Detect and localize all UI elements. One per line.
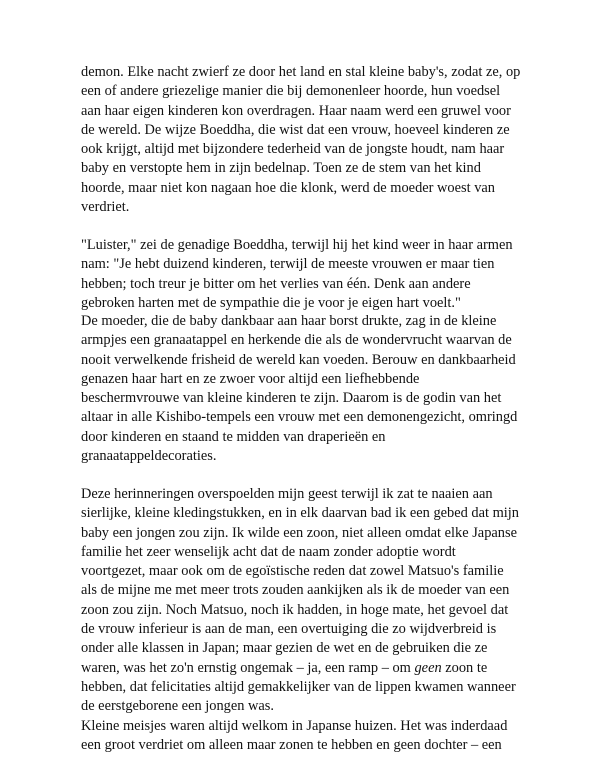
text-line: armpjes een granaatappel en herkende die als de wondervrucht waarvan de xyxy=(81,332,512,349)
text-line: altaar in alle Kishibo-tempels een vrouw met een demonengezicht, omringd xyxy=(81,409,518,426)
text-line: verdriet. xyxy=(81,199,130,216)
text-line: Deze herinneringen overspoelden mijn geest terwijl ik zat te naaien aan xyxy=(81,486,493,502)
text-line: beschermvrouwe van kleine kinderen te zijn. Daarom is de godin van het xyxy=(81,390,502,407)
text-line-with-emphasis xyxy=(81,659,541,678)
text-line: granaatappeldecoraties. xyxy=(81,448,217,465)
text-line: een groot verdriet om alleen maar zonen te hebben en geen dochter – een xyxy=(81,737,502,754)
text-line: de eerstgeborene een jongen was. xyxy=(81,698,274,715)
text-line: demon. Elke nacht zwierf ze door het land en stal kleine baby's, zodat ze, op xyxy=(81,64,521,80)
text-line: "Luister," zei de genadige Boeddha, terwijl hij het kind weer in haar armen xyxy=(81,237,513,253)
text-line: Kleine meisjes waren altijd welkom in Japanse huizen. Het was inderdaad xyxy=(81,718,508,734)
text-line: sierlijke, kleine kledingstukken, en in elk daarvan bad ik een gebed dat mijn xyxy=(81,505,519,522)
text-line: als de mijne me met meer trots zouden aankijken als ik de moeder van een xyxy=(81,582,510,599)
text-line: hebben, dat felicitaties altijd gemakkelijker van de lippen kwamen wanneer xyxy=(81,678,516,695)
text-line: aan haar eigen kinderen kon overdragen. Haar naam werd een gruwel voor xyxy=(81,102,511,119)
text-line: familie het zeer wenselijk acht dat de naam zonder adoptie wordt xyxy=(81,543,456,560)
text-line: zoon zou zijn. Noch Matsuo, noch ik hadden, in hoge mate, het gevoel dat xyxy=(81,601,509,618)
emphasis-word: geen xyxy=(414,659,442,676)
text-line: de vrouw inferieur is aan de man, een overtuiging die zo wijdverbreid is xyxy=(81,621,497,638)
text-line: baby een jongen zou zijn. Ik wilde een zoon, niet alleen omdat elke Japanse xyxy=(81,524,517,541)
paragraph-mother-pomegranate xyxy=(81,312,541,466)
text-line: onder alle klassen in Japan; maar gezien de wet en de gebruiken die ze xyxy=(81,640,488,657)
text-line: de wereld. De wijze Boeddha, die wist dat een vrouw, hoeveel kinderen ze xyxy=(81,121,510,138)
paragraph-buddha-quote xyxy=(81,236,541,313)
text-line: een of andere griezelige manier die bij demonenleer hoorde, hun voedsel xyxy=(81,83,501,100)
text-line: gebroken harten met de sympathie die je voor je eigen hart voelt." xyxy=(81,294,461,311)
text-line: nooit verwelkende frisheid de wereld kan voeden. Berouw en dankbaarheid xyxy=(81,351,516,368)
text-fragment: waren, was het zo'n ernstig ongemak – ja, een ramp – om xyxy=(81,659,415,676)
text-line: hebben; toch treur je bitter om het verlies van één. Denk aan andere xyxy=(81,275,471,292)
text-line: genazen haar hart en ze zwoer voor altijd een liefhebbende xyxy=(81,370,420,387)
text-line: De moeder, die de baby dankbaar aan haar borst drukte, zag in de kleine xyxy=(81,313,497,329)
paragraph-little-girls xyxy=(81,717,541,756)
text-line: ook krijgt, altijd met bijzondere tederheid van de jongste houdt, nam haar xyxy=(81,141,505,158)
text-line: door kinderen en staand te midden van draperieën en xyxy=(81,428,386,445)
text-line: hoorde, maar niet kon nagaan hoe die klonk, werd de moeder woest van xyxy=(81,179,495,196)
text-fragment: zoon te xyxy=(441,659,488,676)
text-line: voortgezet, maar ook om de egoïstische reden dat zowel Matsuo's familie xyxy=(81,563,504,580)
paragraph-memories-sewing xyxy=(81,485,541,717)
text-line: nam: "Je hebt duizend kinderen, terwijl de meeste vrouwen er maar tien xyxy=(81,256,495,273)
text-line: baby en verstopte hem in zijn bedelnap. Toen ze de stem van het kind xyxy=(81,160,481,177)
paragraph-demon-story xyxy=(81,63,541,217)
